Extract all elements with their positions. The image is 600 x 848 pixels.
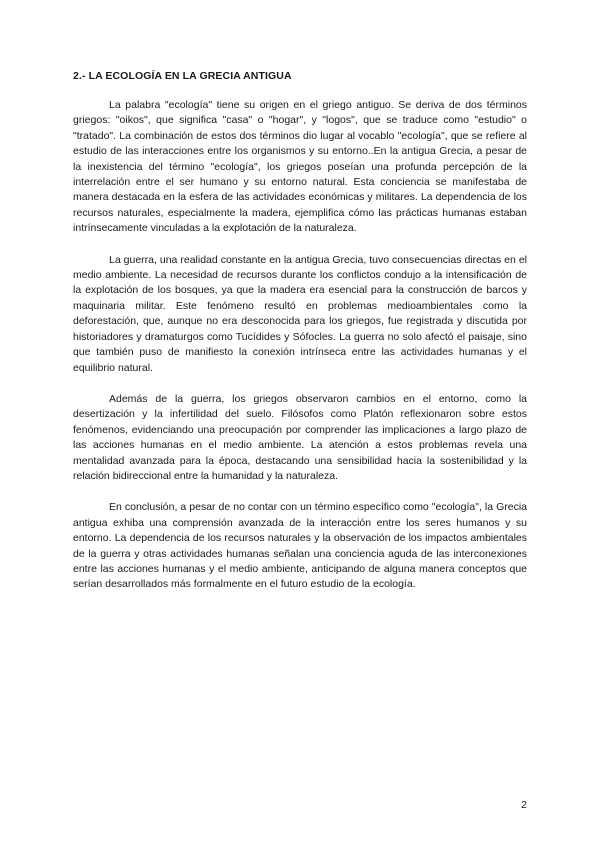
section-heading: 2.- LA ECOLOGÍA EN LA GRECIA ANTIGUA [73,70,292,82]
paragraph-war: La guerra, una realidad constante en la antigua Grecia, tuvo consecuencias directas en el medio ambiente. La necesidad de recursos durante los conflictos condujo a la intensificación de la explotación de los bosques, ya que la madera era esencial para la construcción de barcos y maquinaria militar. Este fenómeno resultó en problemas medioambientales como la deforestación, que, aunque no era desconocida para los griegos, fue registrada y discutida por historiadores y dramaturgos como Tucídides y Sófocles. La guerra no solo afectó el paisaje, sino que también puso de manifiesto la conexión intrínseca entre las actividades humanas y el equilibrio natural. [73,253,527,374]
paragraph-conclusion: En conclusión, a pesar de no contar con un término específico como "ecología", la Grecia antigua exhiba una comprensión avanzada de la interacción entre los seres humanos y su entorno. La dependencia de los recursos naturales y la observación de los impactos ambientales de la guerra y otras actividades humanas señalan una conciencia aguda de las interconexiones entre las acciones humanas y el medio ambiente, anticipando de alguna manera conceptos que serían desarrollados más formalmente en el futuro estudio de la ecología. [73,501,527,591]
page-number: 2 [521,799,527,811]
paragraph-etymology: La palabra "ecología" tiene su origen en el griego antiguo. Se deriva de dos términos griegos: "oikos", que significa "casa" o "hogar", y "logos", que se traduce como "estudio" o "tratado". La combinación de estos dos términos dio lugar al vocablo "ecología", que se refiere al estudio de las interacciones entre los organismos y su entorno..En la antigua Grecia, a pesar de la inexistencia del término "ecología", los griegos poseían una profunda percepción de la interrelación entre el ser humano y su entorno natural. Esta conciencia se manifestaba de manera destacada en la esfera de las actividades económicas y militares. La dependencia de los recursos naturales, especialmente la madera, ejemplifica cómo las prácticas humanas estaban intrínsecamente vinculadas a la explotación de la naturaleza. [73,99,527,235]
paragraph-environment-changes: Además de la guerra, los griegos observaron cambios en el entorno, como la desertización y la infertilidad del suelo. Filósofos como Platón reflexionaron sobre estos fenómenos, evidenciando una preocupación por comprender las implicaciones a largo plazo de las acciones humanas en el medio ambiente. La atención a estos problemas revela una mentalidad avanzada para la época, destacando una sensibilidad hacia la sostenibilidad y la relación bidireccional entre la humanidad y la naturaleza. [73,392,527,482]
section-body [73,98,527,609]
